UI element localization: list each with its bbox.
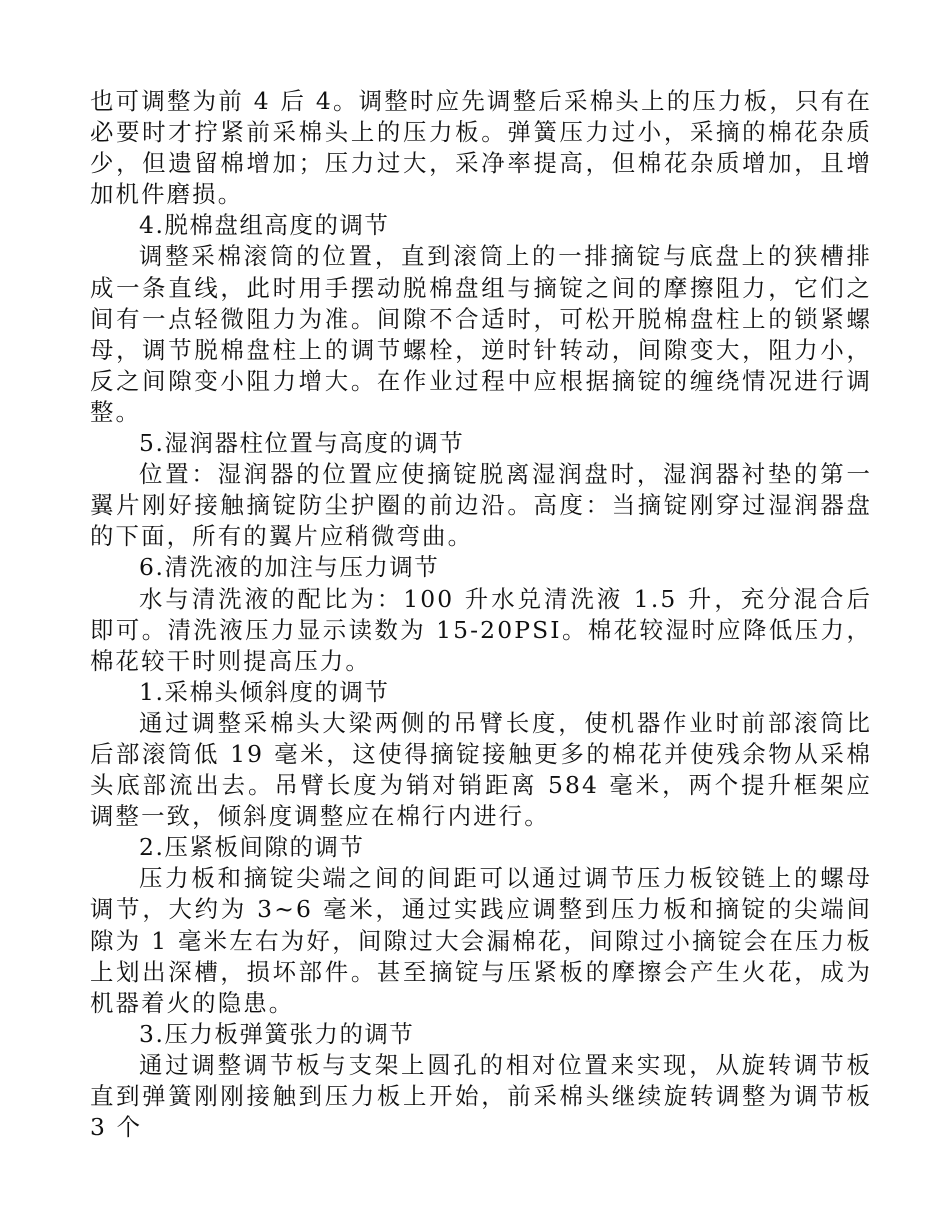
section-heading-1: 1.采棉头倾斜度的调节: [139, 677, 390, 706]
section-heading-4: 4.脱棉盘组高度的调节: [139, 211, 390, 240]
paragraph-body: 压力板和摘锭尖端之间的间距可以通过调节压力板铰链上的螺母调节，大约为 3~6 毫米，通过实践应调整到压力板和摘锭的尖端间隙为 1 毫米左右为好，间隙过大会漏棉花，间隙过小摘锭会在压力板上划出深槽，损坏部件。甚至摘锭与压紧板的摩擦会产生火花，成为机器着火的隐患。: [90, 864, 872, 1017]
document-page: [90, 86, 872, 1143]
section-heading-5: 5.湿润器柱位置与高度的调节: [139, 429, 465, 458]
section-heading-3: 3.压力板弹簧张力的调节: [139, 1019, 415, 1048]
paragraph-body: 水与清洗液的配比为：100 升水兑清洗液 1.5 升，充分混合后即可。清洗液压力显示读数为 15-20PSI。棉花较湿时应降低压力，棉花较干时则提高压力。: [90, 584, 872, 675]
paragraph-body: 位置：湿润器的位置应使摘锭脱离湿润盘时，湿润器衬垫的第一翼片刚好接触摘锭防尘护圈的前边沿。高度：当摘锭刚穿过湿润器盘的下面，所有的翼片应稍微弯曲。: [90, 460, 872, 551]
section-heading-6: 6.清洗液的加注与压力调节: [139, 553, 440, 582]
paragraph-body: 通过调整调节板与支架上圆孔的相对位置来实现，从旋转调节板直到弹簧刚刚接触到压力板上开始，前采棉头继续旋转调整为调节板 3 个: [90, 1050, 872, 1142]
paragraph-continued: 也可调整为前 4 后 4。调整时应先调整后采棉头上的压力板，只有在必要时才拧紧前采棉头上的压力板。弹簧压力过小，采摘的棉花杂质少，但遗留棉增加；压力过大，采净率提高，但棉花杂质增加，且增加机件磨损。: [90, 87, 872, 209]
paragraph-body: 调整采棉滚筒的位置，直到滚筒上的一排摘锭与底盘上的狭槽排成一条直线，此时用手摆动脱棉盘组与摘锭之间的摩擦阻力，它们之间有一点轻微阻力为准。间隙不合适时，可松开脱棉盘柱上的锁紧螺母，调节脱棉盘柱上的调节螺栓，逆时针转动，间隙变大，阻力小，反之间隙变小阻力增大。在作业过程中应根据摘锭的缠绕情况进行调整。: [90, 242, 872, 426]
section-heading-2: 2.压紧板间隙的调节: [139, 833, 365, 862]
paragraph-body: 通过调整采棉头大梁两侧的吊臂长度，使机器作业时前部滚筒比后部滚筒低 19 毫米，这使得摘锭接触更多的棉花并使残余物从采棉头底部流出去。吊臂长度为销对销距离 584 毫米，两个提升框架应调整一致，倾斜度调整应在棉行内进行。: [90, 708, 872, 831]
